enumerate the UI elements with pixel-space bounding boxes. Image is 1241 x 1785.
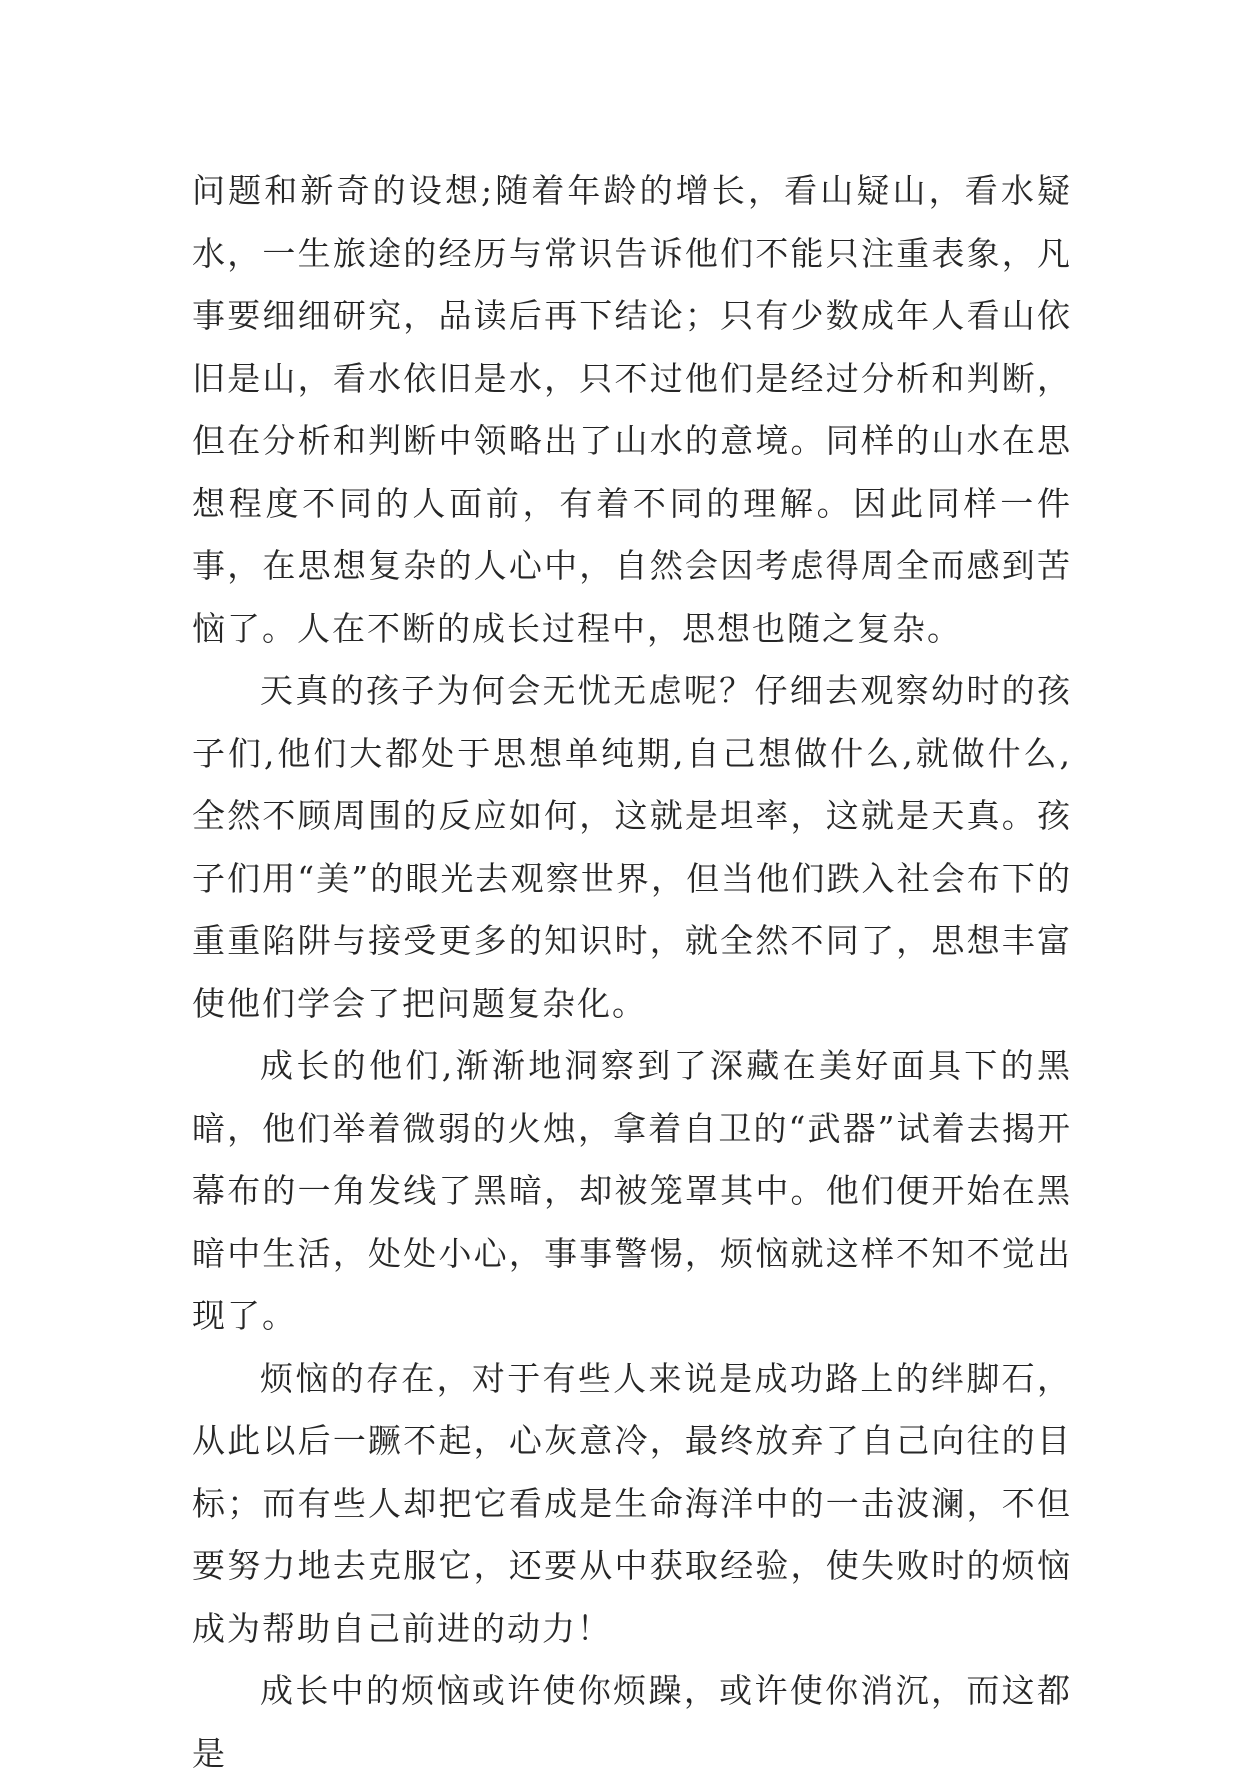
paragraph-4: 烦恼的存在，对于有些人来说是成功路上的绊脚石，从此以后一蹶不起，心灰意冷，最终放弃了自己向往的目标；而有些人却把它看成是生命海洋中的一击波澜，不但要努力地去克服它，还要从中获取经验，使失败时的烦恼成为帮助自己前进的动力！: [192, 1358, 1072, 1648]
document-body: [192, 160, 1072, 1785]
paragraph-5: 成长中的烦恼或许使你烦躁，或许使你消沉，而这都是: [192, 1671, 1072, 1773]
paragraph-2: 天真的孩子为何会无忧无虑呢？仔细去观察幼时的孩子们,他们大都处于思想单纯期,自己想做什么,就做什么,全然不顾周围的反应如何，这就是坦率，这就是天真。孩子们用“美”的眼光去观察世界，但当他们跌入社会布下的重重陷阱与接受更多的知识时，就全然不同了，思想丰富使他们学会了把问题复杂化。: [192, 671, 1072, 1023]
paragraph-1: 问题和新奇的设想;随着年龄的增长，看山疑山，看水疑水，一生旅途的经历与常识告诉他们不能只注重表象，凡事要细细研究，品读后再下结论；只有少数成年人看山依旧是山，看水依旧是水，只不过他们是经过分析和判断，但在分析和判断中领略出了山水的意境。同样的山水在思想程度不同的人面前，有着不同的理解。因此同样一件事，在思想复杂的人心中，自然会因考虑得周全而感到苦恼了。人在不断的成长过程中，思想也随之复杂。: [192, 171, 1072, 648]
paragraph-3: 成长的他们,渐渐地洞察到了深藏在美好面具下的黑暗，他们举着微弱的火烛，拿着自卫的“武器”试着去揭开幕布的一角发线了黑暗，却被笼罩其中。他们便开始在黑暗中生活，处处小心，事事警惕，烦恼就这样不知不觉出现了。: [192, 1046, 1072, 1335]
